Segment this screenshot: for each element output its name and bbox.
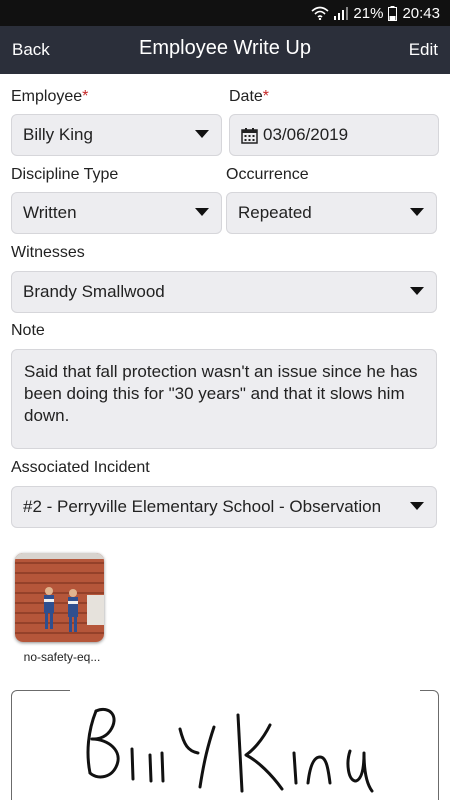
occurrence-label: Occurrence — [226, 166, 309, 183]
clock: 20:43 — [402, 4, 440, 22]
discipline-type-select[interactable] — [11, 192, 222, 234]
edit-button[interactable]: Edit — [408, 40, 438, 59]
roof-workers-image — [15, 553, 104, 642]
date-value: 03/06/2019 — [263, 125, 349, 144]
employee-value: Billy King — [23, 125, 93, 144]
nav-bar — [0, 26, 450, 74]
calendar-icon — [241, 127, 258, 144]
date-field[interactable] — [229, 114, 439, 156]
employee-select[interactable] — [11, 114, 222, 156]
battery-icon — [388, 6, 397, 21]
chevron-down-icon — [195, 208, 209, 216]
occurrence-select[interactable] — [226, 192, 437, 234]
signature-drawing — [12, 691, 440, 800]
witnesses-label: Witnesses — [11, 244, 85, 261]
page-title: Employee Write Up — [139, 37, 311, 59]
associated-incident-select[interactable] — [11, 486, 437, 528]
signature-pad[interactable] — [11, 690, 439, 800]
attachment-caption: no-safety-eq... — [23, 650, 101, 664]
associated-incident-label: Associated Incident — [11, 459, 150, 476]
discipline-type-label: Discipline Type — [11, 166, 119, 183]
required-mark: * — [262, 88, 270, 105]
date-label-text: Date — [229, 88, 263, 105]
note-label: Note — [11, 322, 45, 339]
back-button[interactable]: Back — [12, 40, 50, 59]
employee-label — [11, 88, 88, 106]
required-mark: * — [82, 88, 89, 105]
date-label — [229, 88, 269, 106]
attachment-thumbnail[interactable] — [15, 553, 104, 642]
associated-incident-value: #2 - Perryville Elementary School - Observation — [23, 497, 382, 516]
occurrence-value: Repeated — [238, 203, 312, 222]
signal-icon — [334, 6, 348, 20]
status-bar — [0, 0, 450, 26]
discipline-type-value: Written — [23, 203, 77, 222]
witnesses-select[interactable] — [11, 271, 437, 313]
chevron-down-icon — [410, 502, 424, 510]
battery-percent: 21% — [353, 4, 384, 22]
employee-label-text: Employee — [11, 88, 83, 105]
chevron-down-icon — [410, 208, 424, 216]
wifi-icon — [311, 6, 329, 20]
note-textarea[interactable]: Said that fall protection wasn't an issue since he has been doing this for "30 years" and that it slows him down. — [11, 349, 437, 449]
chevron-down-icon — [410, 287, 424, 295]
witnesses-value: Brandy Smallwood — [23, 282, 165, 301]
chevron-down-icon — [195, 130, 209, 138]
